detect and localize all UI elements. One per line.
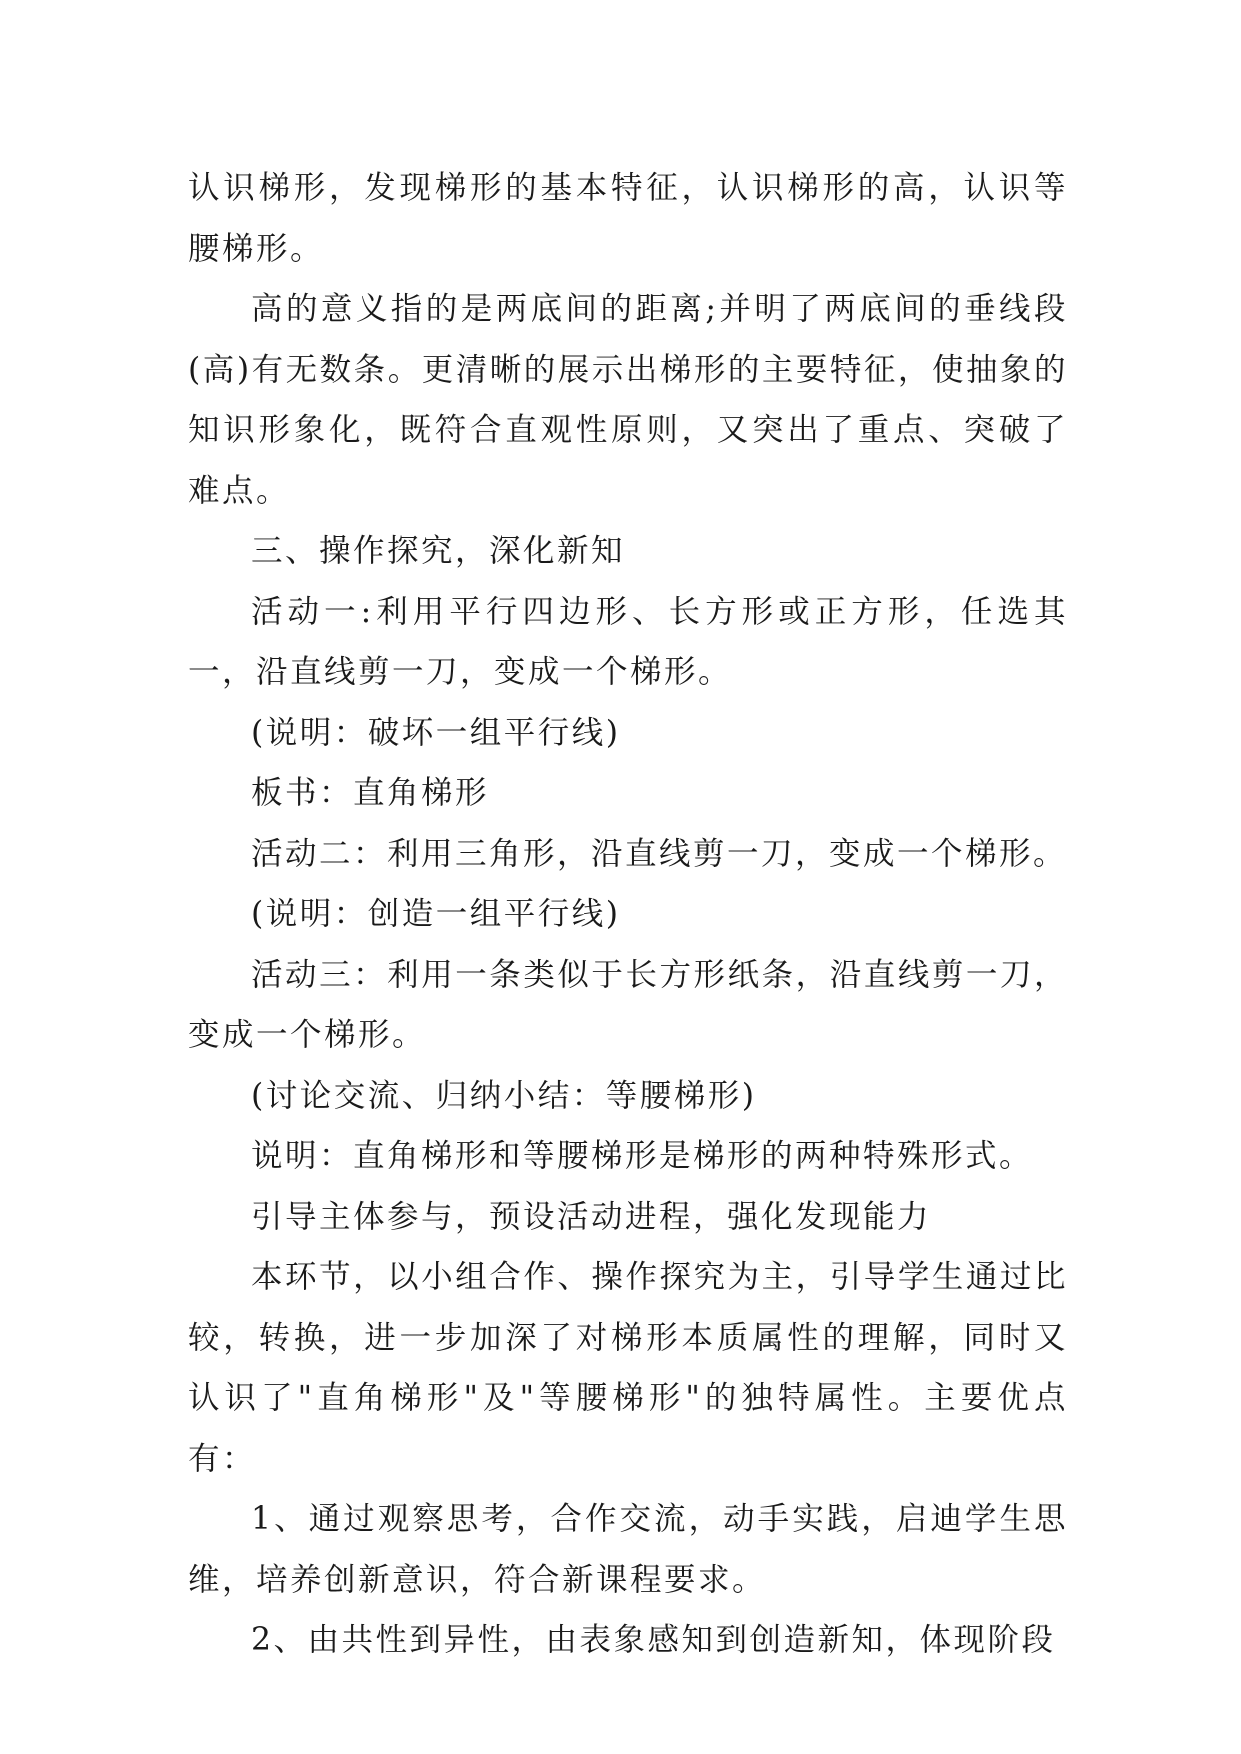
paragraph-1: 认识梯形，发现梯形的基本特征，认识梯形的高，认识等腰梯形。	[188, 170, 1068, 267]
paragraph-point-1: 1、通过观察思考，合作交流，动手实践，启迪学生思维，培养创新意识，符合新课程要求。	[188, 1501, 1068, 1598]
paragraph-guide: 引导主体参与，预设活动进程，强化发现能力	[251, 1198, 932, 1235]
paragraph-note-2: (说明：创造一组平行线)	[251, 896, 621, 932]
paragraph-board-1: 板书：直角梯形	[251, 775, 490, 811]
document-body	[188, 158, 1068, 1671]
paragraph-point-2: 2、由共性到异性，由表象感知到创造新知，体现阶段	[251, 1622, 1056, 1658]
section-heading: 三、操作探究，深化新知	[251, 533, 626, 569]
paragraph-activity-2: 活动二：利用三角形，沿直线剪一刀，变成一个梯形。	[251, 835, 1068, 872]
paragraph-summary: 本环节，以小组合作、操作探究为主，引导学生通过比较，转换，进一步加深了对梯形本质属性的理解，同时又认识了"直角梯形"及"等腰梯形"的独特属性。主要优点有：	[188, 1259, 1068, 1477]
paragraph-note-1: (说明：破坏一组平行线)	[251, 714, 621, 751]
paragraph-activity-3: 活动三：利用一条类似于长方形纸条，沿直线剪一刀，变成一个梯形。	[188, 956, 1068, 1053]
paragraph-explanation: 说明：直角梯形和等腰梯形是梯形的两种特殊形式。	[251, 1138, 1034, 1174]
paragraph-activity-1: 活动一:利用平行四边形、长方形或正方形，任选其一，沿直线剪一刀，变成一个梯形。	[188, 593, 1068, 690]
paragraph-note-3: (讨论交流、归纳小结：等腰梯形)	[251, 1077, 757, 1114]
paragraph-2: 高的意义指的是两底间的距离;并明了两底间的垂线段(高)有无数条。更清晰的展示出梯形的主要特征，使抽象的知识形象化，既符合直观性原则，又突出了重点、突破了难点。	[188, 291, 1068, 509]
